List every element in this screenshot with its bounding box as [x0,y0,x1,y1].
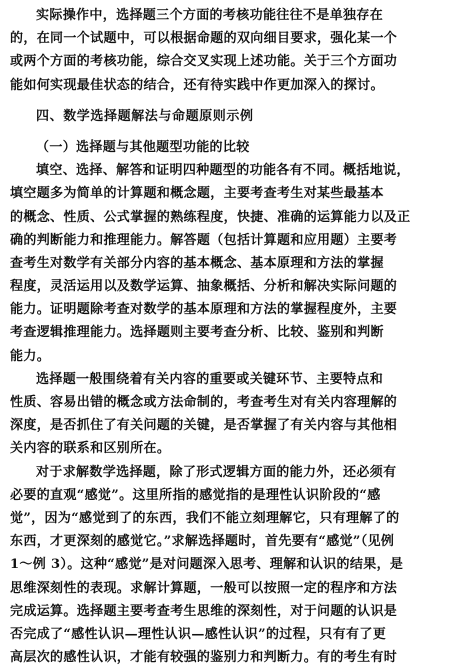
text-line: 完成运算。选择题主要考查考生思维的深刻性，对于问题的认识是 [10,603,398,619]
paragraph-question-types [10,159,445,368]
text-line: 考查逻辑推理能力。选择题则主要考查分析、比较、鉴别和判断 [10,325,384,341]
text-line: 能力。证明题除考查对数学的基本原理和方法的掌握程度外，主要 [10,302,398,318]
text-line: 必要的直观“感觉”。这里所指的感觉指的是理性认识阶段的“感 [10,487,381,503]
text-line: 1～例 3）。这种“感觉”是对问题深入思考、理解和认识的结果，是 [10,557,404,573]
spacer [10,128,445,136]
text-line: 或两个方面的考核功能，综合交叉实现上述功能。关于三个方面功 [10,54,398,70]
text-line: 性质、容易出错的概念或方法命制的，考查考生对有关内容理解的 [10,395,398,410]
text-line: 关内容的联系和区别所在。 [10,441,171,457]
text-line: 查考生对数学有关部分内容的基本概念、基本原理和方法的掌握 [10,255,384,271]
text-line: 实际操作中，选择题三个方面的考核功能往往不是单独存在 [36,8,384,23]
text-line: 的概念、性质、公式掌握的熟练程度，快捷、准确的运算能力以及正 [10,209,411,225]
spacer [10,97,445,105]
section-heading: 四、数学选择题解法与命题原则示例 [36,108,254,124]
text-line: 填空、选择、解答和证明四种题型的功能各有不同。概括地说， [36,163,410,179]
text-line: 东西，才更深刻的感觉它。”求解选择题时，首先要有“感觉”（见例 [10,534,395,550]
paragraph-practice-note [10,4,445,97]
text-line: 能力。 [10,348,51,364]
text-line: 觉”，因为“感觉到了的东西，我们不能立刻理解它，只有理解了的 [10,510,400,526]
text-line: 的，在同一个试题中，可以根据命题的双向细目要求，强化某一个 [10,31,398,47]
paragraph-choice-focus [10,368,445,461]
text-line: 思维深刻性的表现。求解计算题，一般可以按照一定的程序和方法 [10,580,398,596]
text-line: 确的判断能力和推理能力。解答题（包括计算题和应用题）主要考 [10,232,398,248]
text-line: 否完成了“感性认识—理性认识—感性认识”的过程，只有有了更 [10,626,387,642]
text-line: 能如何实现最佳状态的结合，还有待实践中作更加深入的探讨。 [10,77,384,93]
text-line: 程度，灵活运用以及数学运算、抽象概括、分析和解决实际问题的 [10,279,398,295]
subsection-heading: （一）选择题与其他题型功能的比较 [36,139,250,155]
text-line: 深度，是否抓住了有关问题的关键，是否掌握了有关内容与其他相 [10,418,398,434]
text-line: 选择题一般围绕着有关内容的重要或关键环节、主要特点和 [36,371,384,387]
text-line: 对于求解数学选择题，除了形式逻辑方面的能力外，还必须有 [36,464,397,480]
text-line: 填空题多为简单的计算题和概念题，主要考查考生对某些最基本 [10,186,384,202]
text-line: 高层次的感性认识，才能有较强的鉴别力和判断力。有的考生有时 [10,650,398,666]
paragraph-intuition [10,461,445,669]
